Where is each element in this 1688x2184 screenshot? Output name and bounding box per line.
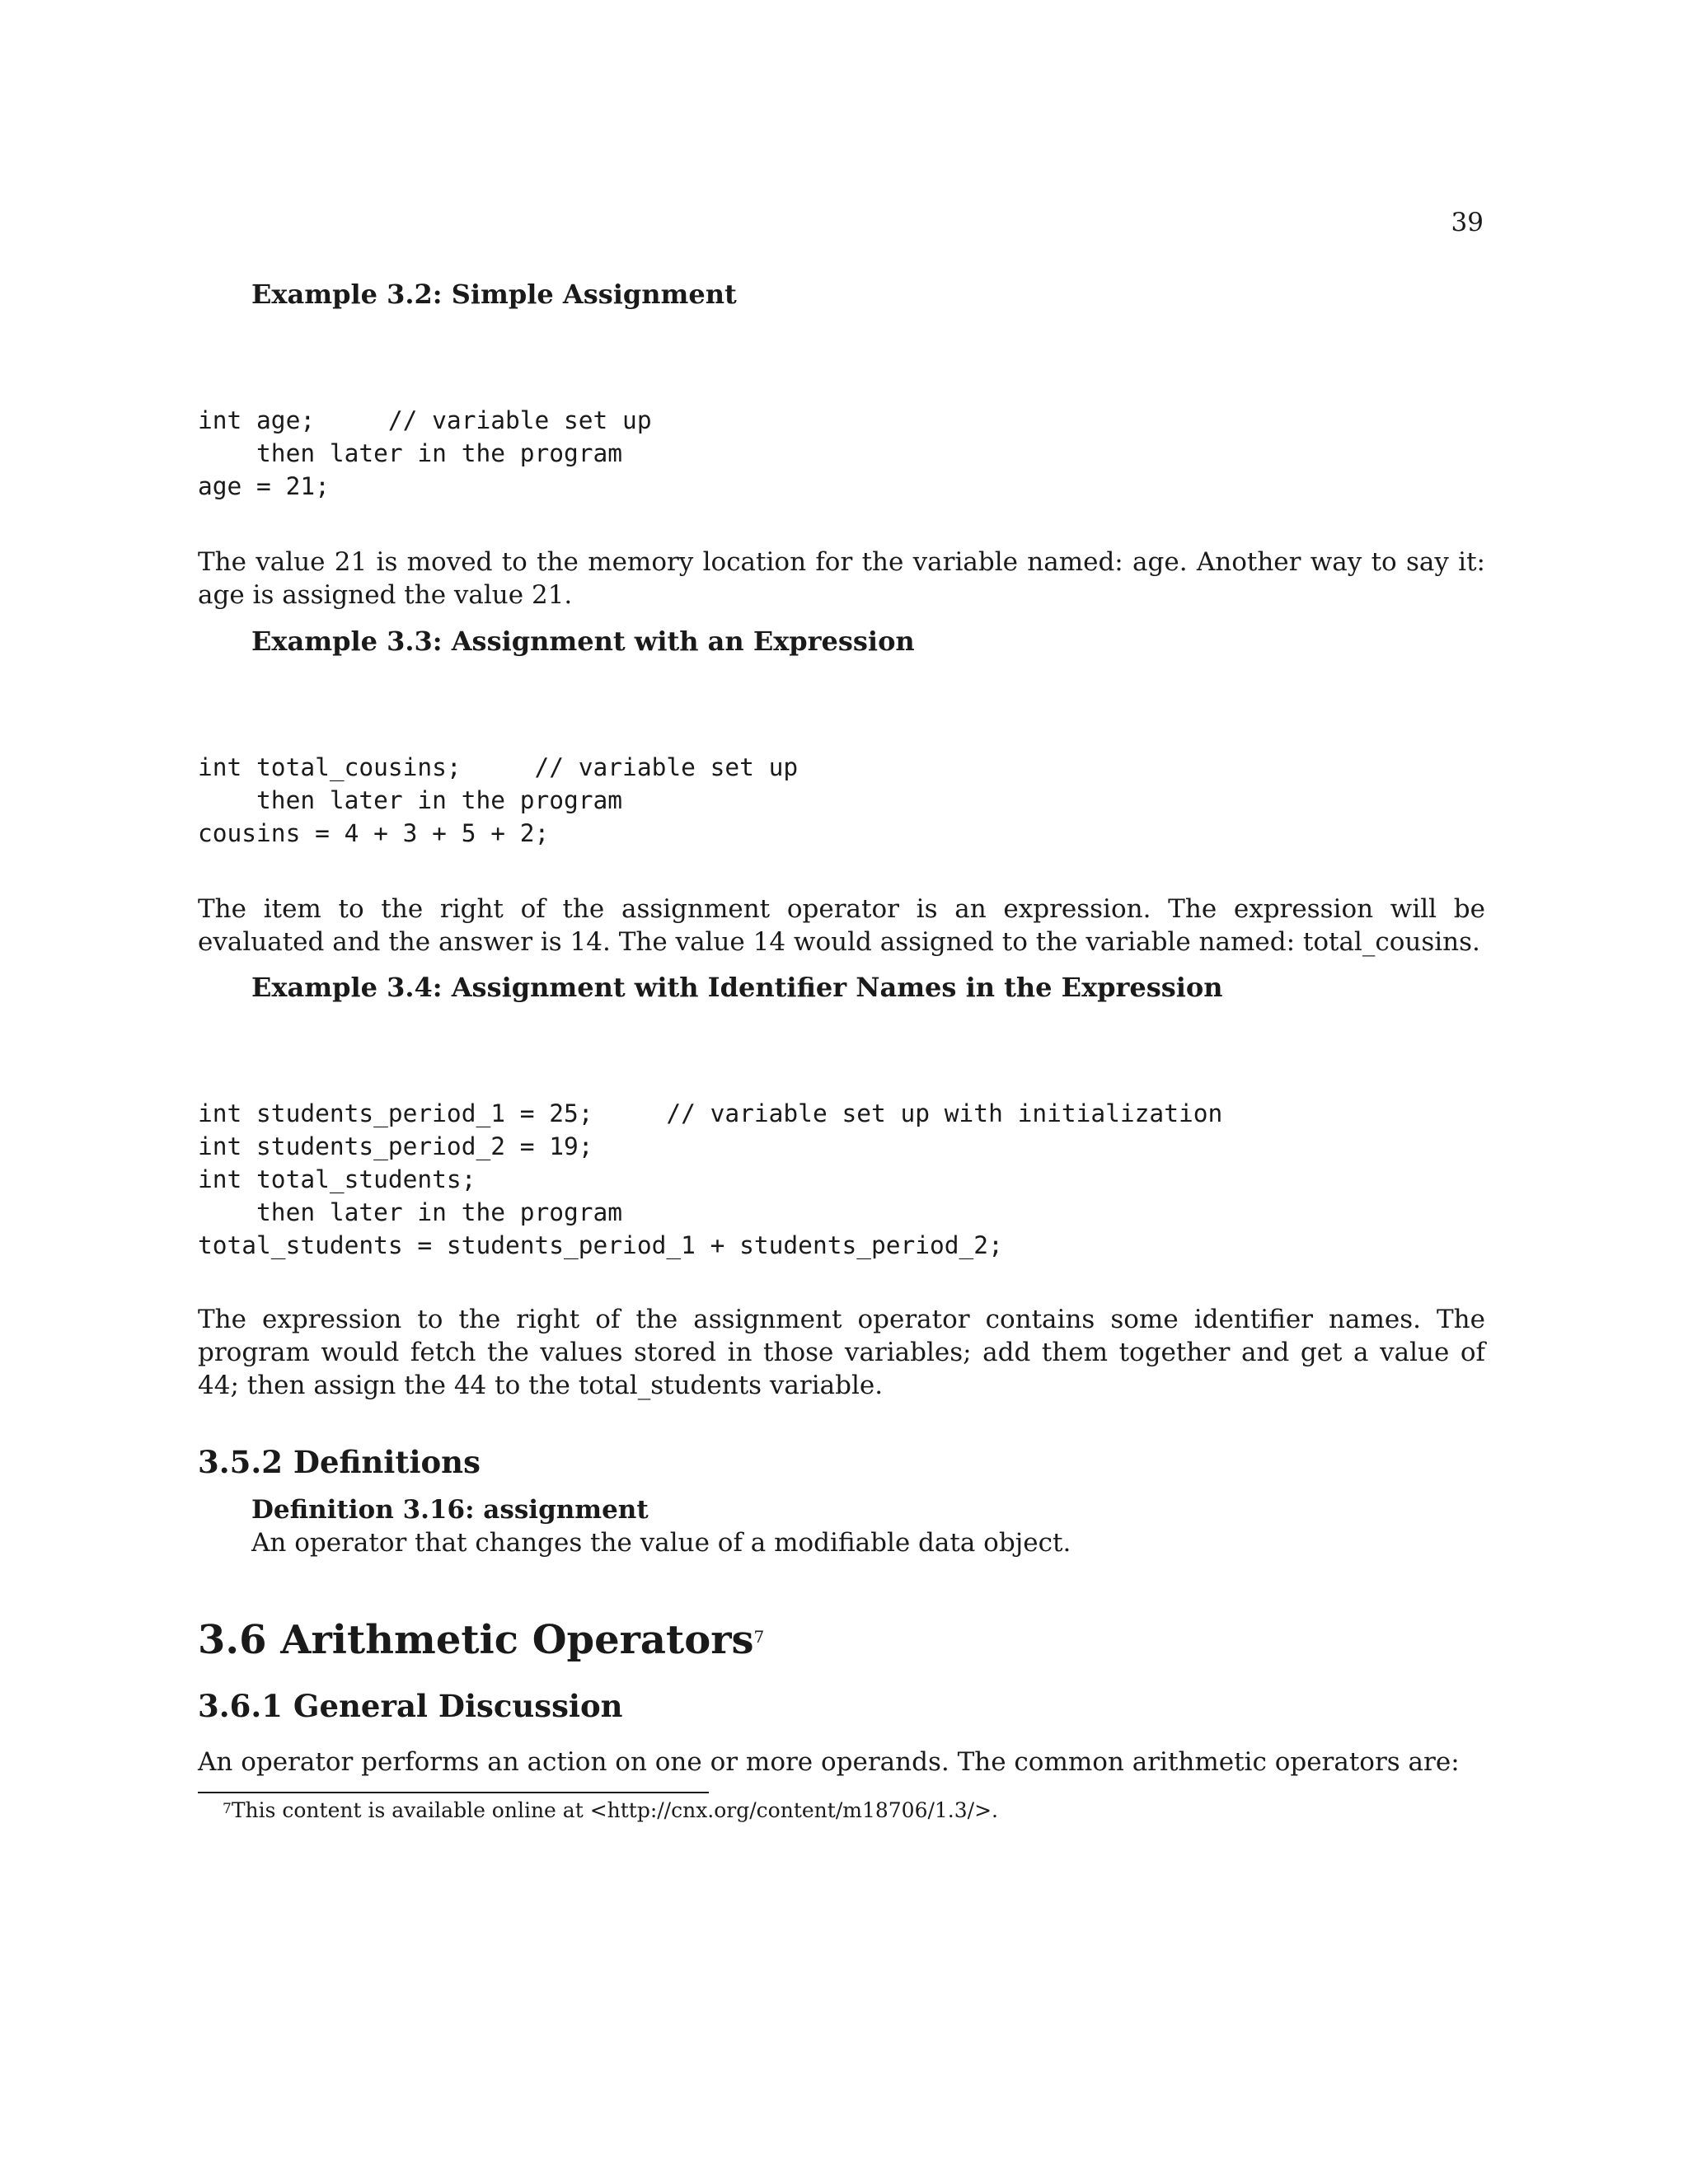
subsection-heading-general-discussion: 3.6.1 General Discussion <box>198 1688 623 1724</box>
section-heading-arithmetic-operators <box>198 1615 764 1665</box>
example-3-2-title: Example 3.2: Simple Assignment <box>251 279 737 310</box>
definition-body: An operator that changes the value of a modifiable data object. <box>251 1528 1071 1558</box>
code-line: int students_period_2 = 19; <box>198 1132 593 1160</box>
code-line: int age; // variable set up <box>198 406 652 434</box>
example-3-4-explanation: The expression to the right of the assignment operator contains some identifier names. The program would fetch the values stored in those variables; add them together and get a value of 44; then assign the 44 to the total_students variable. <box>198 1305 1485 1400</box>
example-3-3-code <box>198 751 798 850</box>
example-3-4-title: Example 3.4: Assignment with Identifier Names in the Expression <box>251 972 1223 1003</box>
footnote-marker: 7 <box>223 1801 232 1817</box>
definition-title: Definition 3.16: assignment <box>251 1495 649 1525</box>
footnote-divider <box>198 1792 709 1793</box>
code-line: then later in the program <box>198 1198 623 1226</box>
code-line: total_students = students_period_1 + students_period_2; <box>198 1231 1003 1259</box>
code-line: age = 21; <box>198 472 330 500</box>
general-discussion-intro: An operator performs an action on one or more operands. The common arithmetic operators are: <box>198 1747 1460 1777</box>
example-3-4-code <box>198 1097 1222 1262</box>
example-3-2-code <box>198 404 652 503</box>
example-3-2-explanation: The value 21 is moved to the memory location for the variable named: age. Another way to say it: age is assigned the value 21. <box>198 547 1485 610</box>
code-line: int total_cousins; // variable set up <box>198 753 799 781</box>
page-number: 39 <box>1451 208 1484 237</box>
code-line: cousins = 4 + 3 + 5 + 2; <box>198 819 550 847</box>
code-line: then later in the program <box>198 786 623 814</box>
code-line: int total_students; <box>198 1165 476 1193</box>
code-line: int students_period_1 = 25; // variable set up with initialization <box>198 1099 1223 1127</box>
footnote <box>223 1797 998 1825</box>
section-heading-text: 3.6 Arithmetic Operators <box>198 1617 754 1663</box>
section-heading-definitions: 3.5.2 Definitions <box>198 1444 481 1480</box>
example-3-3-explanation: The item to the right of the assignment operator is an expression. The expression will be evaluated and the answer is 14. The value 14 would assigned to the variable named: total_cousins. <box>198 894 1485 957</box>
footnote-text: This content is available online at <http://cnx.org/content/m18706/1.3/>. <box>231 1798 998 1822</box>
example-3-3-title: Example 3.3: Assignment with an Expression <box>251 626 915 657</box>
footnote-reference[interactable]: 7 <box>753 1627 765 1647</box>
code-line: then later in the program <box>198 439 623 467</box>
